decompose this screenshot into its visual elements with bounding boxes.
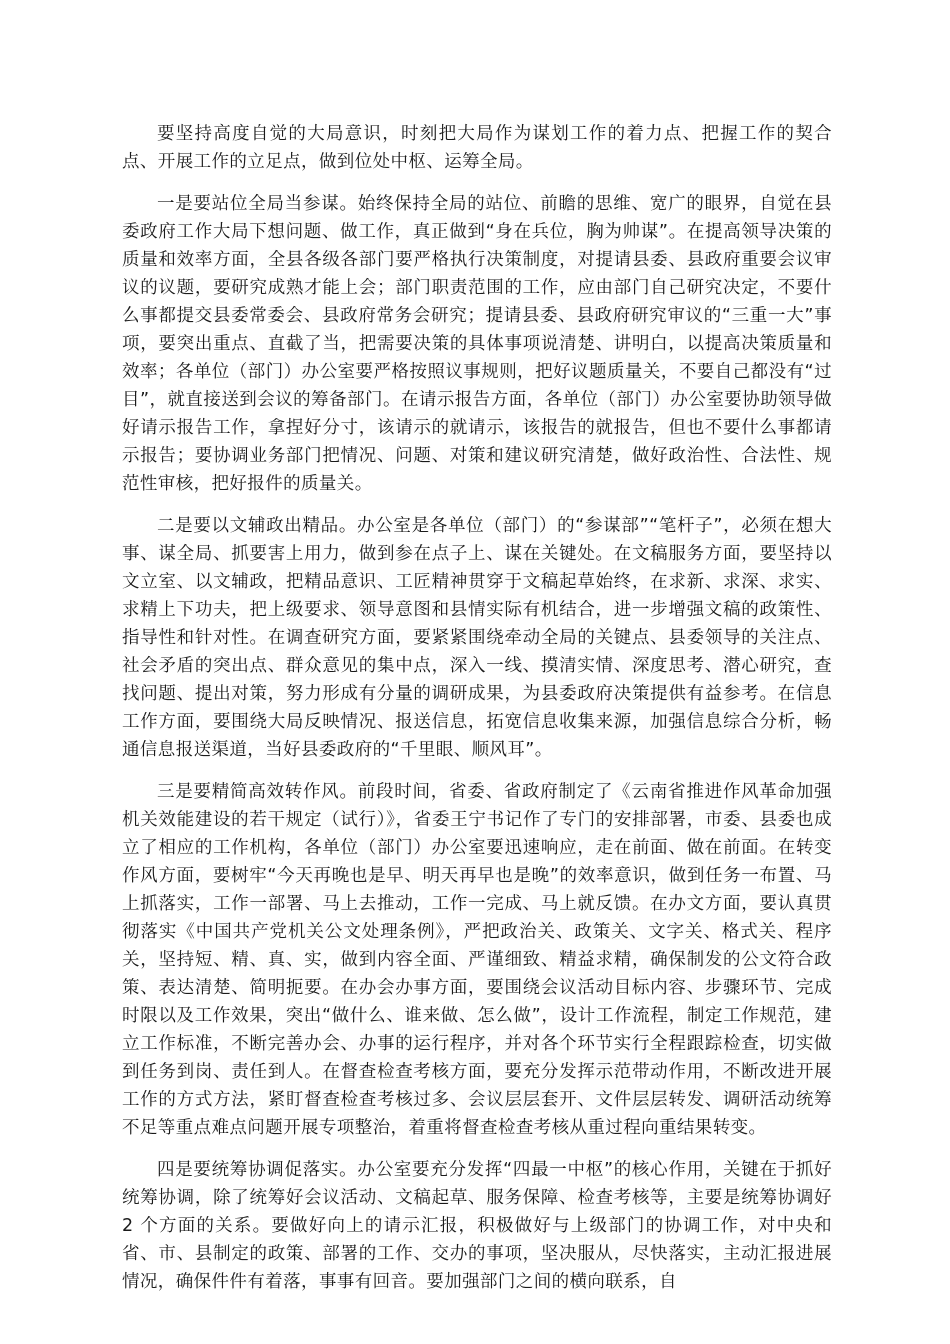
paragraph-point-four: 四是要统筹协调促落实。办公室要充分发挥“四最一中枢”的核心作用，关键在于抓好统筹协调，除了统筹好会议活动、文稿起草、服务保障、检查考核等，主要是统筹协调好 2 个方面的关系。要做好向上的请示汇报，积极做好与上级部门的协调工作，对中央和省、市、县制定的政策、部署的工作、交办的事项，坚决服从，尽快落实，主动汇报进展情况，确保件件有着落，事事有回音。要加强部门之间的横向联系，自 xyxy=(122,1160,832,1292)
paragraph-point-two: 二是要以文辅政出精品。办公室是各单位（部门）的“参谋部”“笔杆子”，必须在想大事、谋全局、抓要害上用力，做到参在点子上、谋在关键处。在文稿服务方面，要坚持以文立室、以文辅政，把精品意识、工匠精神贯穿于文稿起草始终，在求新、求深、求实、求精上下功夫，把上级要求、领导意图和县情实际有机结合，进一步增强文稿的政策性、指导性和针对性。在调查研究方面，要紧紧围绕牵动全局的关键点、县委领导的关注点、社会矛盾的突出点、群众意见的集中点，深入一线、摸清实情、深度思考、潜心研究，查找问题、提出对策，努力形成有分量的调研成果，为县委政府决策提供有益参考。在信息工作方面，要围绕大局反映情况、报送信息，拓宽信息收集来源，加强信息综合分析，畅通信息报送渠道，当好县委政府的“千里眼、顺风耳”。 xyxy=(122,516,832,760)
paragraph-point-three: 三是要精简高效转作风。前段时间，省委、省政府制定了《云南省推进作风革命加强机关效能建设的若干规定（试行）》，省委王宁书记作了专门的安排部署，市委、县委也成立了相应的工作机构，各单位（部门）办公室要迅速响应，走在前面、做在前面。在转变作风方面，要树牢“今天再晚也是早、明天再早也是晚”的效率意识，做到任务一布置、马上抓落实，工作一部署、马上去推动，工作一完成、马上就反馈。在办文方面，要认真贯彻落实《中国共产党机关公文处理条例》，严把政治关、政策关、文字关、格式关、程序关，坚持短、精、真、实，做到内容全面、严谨细致、精益求精，确保制发的公文符合政策、表达清楚、简明扼要。在办会办事方面，要围绕会议活动目标内容、步骤环节、完成时限以及工作效果，突出“做什么、谁来做、怎么做”，设计工作流程，制定工作规范，建立工作标准，不断完善办会、办事的运行程序，并对各个环节实行全程跟踪检查，切实做到任务到岗、责任到人。在督查检查考核方面，要充分发挥示范带动作用，不断改进开展工作的方式方法，紧盯督查检查考核过多、会议层层套开、文件层层转发、调研活动统筹不足等重点难点问题开展专项整治，着重将督查检查考核从重过程向重结果转变。 xyxy=(122,782,832,1138)
paragraph-point-one: 一是要站位全局当参谋。始终保持全局的站位、前瞻的思维、宽广的眼界，自觉在县委政府工作大局下想问题、做工作，真正做到“身在兵位，胸为帅谋”。在提高领导决策的质量和效率方面，全县各级各部门要严格执行决策制度，对提请县委、县政府重要会议审议的议题，要研究成熟才能上会；部门职责范围的工作，应由部门自己研究决定，不要什么事都提交县委常委会、县政府常务会研究；提请县委、县政府研究审议的“三重一大”事项，要突出重点、直截了当，把需要决策的具体事项说清楚、讲明白，以提高决策质量和效率；各单位（部门）办公室要严格按照议事规则，把好议题质量关，不要自己都没有“过目”，就直接送到会议的筹备部门。在请示报告方面，各单位（部门）办公室要协助领导做好请示报告工作，拿捏好分寸，该请示的就请示，该报告的就报告，但也不要什么事都请示报告；要协调业务部门把情况、问题、对策和建议研究清楚，做好政治性、合法性、规范性审核，把好报件的质量关。 xyxy=(122,194,832,494)
document-page xyxy=(122,120,832,1310)
paragraph-intro: 要坚持高度自觉的大局意识，时刻把大局作为谋划工作的着力点、把握工作的契合点、开展工作的立足点，做到位处中枢、运筹全局。 xyxy=(122,124,832,172)
